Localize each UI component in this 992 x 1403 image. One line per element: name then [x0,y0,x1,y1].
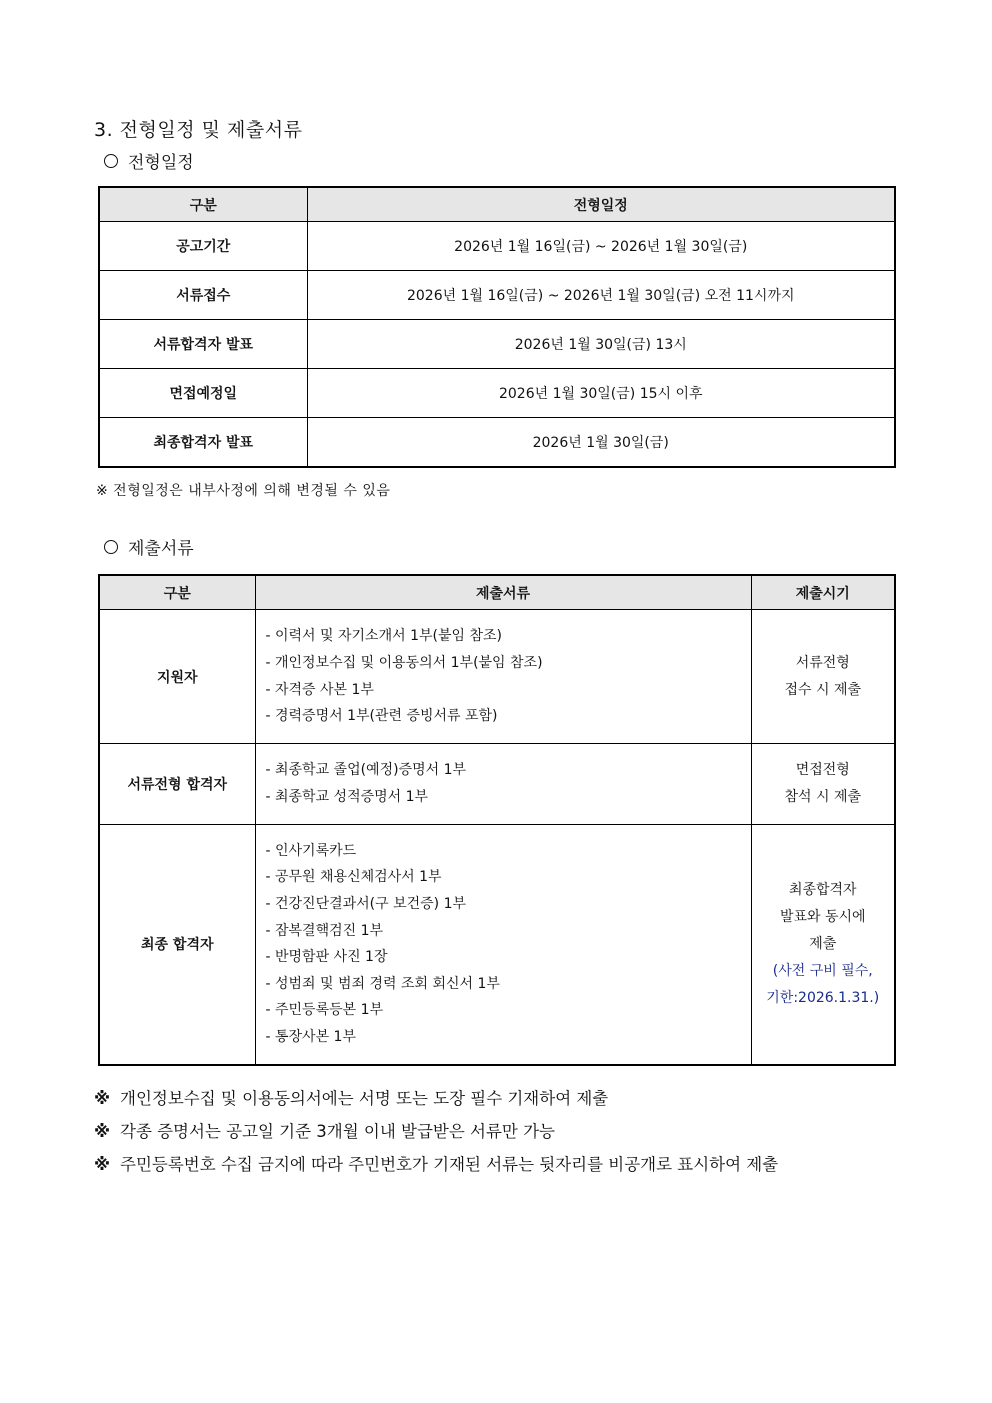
schedule-subheading [104,148,194,173]
list-item: - 주민등록등본 1부 [265,1002,384,1019]
row-label: 서류합격자 발표 [99,320,307,369]
table-row [99,369,895,418]
document-list [255,825,751,1065]
list-item: - 최종학교 졸업(예정)증명서 1부 [265,762,467,779]
table-header-row [99,187,895,222]
schedule-subheading-label: 전형일정 [128,153,194,173]
row-value: 2026년 1월 30일(금) [307,418,895,468]
documents-subheading-label: 제출서류 [128,539,194,559]
row-label: 공고기간 [99,222,307,271]
timing-line: 참석 시 제출 [784,789,862,805]
list-item: - 건강진단결과서(구 보건증) 1부 [265,896,467,913]
footnote-text: 주민등록번호 수집 금지에 따라 주민번호가 기재된 서류는 뒷자리를 비공개로 표시하여 제출 [120,1155,779,1174]
list-item: - 최종학교 성적증명서 1부 [265,789,429,805]
row-label: 지원자 [99,610,255,744]
document-list [255,610,751,744]
row-label: 면접예정일 [99,369,307,418]
list-item: - 공무원 채용신체검사서 1부 [265,869,442,886]
timing-line: 발표와 동시에 [779,908,866,925]
row-value: 2026년 1월 30일(금) 15시 이후 [307,369,895,418]
circle-bullet-icon [104,540,118,554]
footnote-item [94,1082,904,1115]
column-header: 제출서류 [255,575,751,610]
column-header: 구분 [99,187,307,222]
list-item: - 통장사본 1부 [265,1029,356,1046]
document-list [255,744,751,825]
list-item: - 경력증명서 1부(관련 증빙서류 포함) [265,708,498,725]
column-header: 구분 [99,575,255,610]
list-item: - 이력서 및 자기소개서 1부(붙임 참조) [265,628,502,645]
row-label: 서류전형 합격자 [99,744,255,825]
table-row [99,610,895,744]
footnote-item [94,1148,904,1181]
schedule-note: ※ 전형일정은 내부사정에 의해 변경될 수 있음 [96,483,391,499]
row-label: 최종 합격자 [99,825,255,1065]
list-item: - 잠복결핵검진 1부 [265,922,384,939]
table-row [99,222,895,271]
submission-timing [751,744,895,825]
table-row [99,320,895,369]
footnote-item [94,1115,904,1148]
timing-line: 제출 [809,935,837,952]
row-value: 2026년 1월 16일(금) ~ 2026년 1월 30일(금) [307,222,895,271]
circle-bullet-icon [104,154,118,168]
timing-note-line: 기한:2026.1.31.) [766,989,880,1006]
list-item: - 인사기록카드 [265,842,357,859]
table-row [99,271,895,320]
reference-mark-icon: ※ [94,1155,111,1174]
reference-mark-icon: ※ [94,1089,111,1108]
reference-mark-icon: ※ [94,1122,111,1141]
list-item: - 반명함판 사진 1장 [265,949,388,966]
section-title: 3. 전형일정 및 제출서류 [94,119,303,141]
footnotes [94,1082,904,1181]
column-header: 전형일정 [307,187,895,222]
timing-note-line: (사전 구비 필수, [772,962,873,979]
footnote-text: 개인정보수집 및 이용동의서에는 서명 또는 도장 필수 기재하여 제출 [120,1089,609,1108]
footnote-text: 각종 증명서는 공고일 기준 3개월 이내 발급받은 서류만 가능 [120,1122,555,1141]
list-item: - 개인정보수집 및 이용동의서 1부(붙임 참조) [265,654,543,671]
table-row [99,418,895,468]
documents-table [98,574,896,1066]
timing-line: 면접전형 [795,762,850,778]
schedule-table [98,186,896,468]
timing-line: 서류전형 [795,654,850,671]
timing-line: 접수 시 제출 [784,681,862,698]
column-header: 제출시기 [751,575,895,610]
timing-line: 최종합격자 [788,881,857,898]
submission-timing [751,825,895,1065]
documents-subheading [104,534,194,559]
list-item: - 성범죄 및 범죄 경력 조회 회신서 1부 [265,975,500,992]
table-header-row [99,575,895,610]
table-row [99,744,895,825]
row-label: 최종합격자 발표 [99,418,307,468]
row-value: 2026년 1월 16일(금) ~ 2026년 1월 30일(금) 오전 11시까지 [307,271,895,320]
table-row [99,825,895,1065]
submission-timing [751,610,895,744]
list-item: - 자격증 사본 1부 [265,681,374,698]
row-value: 2026년 1월 30일(금) 13시 [307,320,895,369]
row-label: 서류접수 [99,271,307,320]
